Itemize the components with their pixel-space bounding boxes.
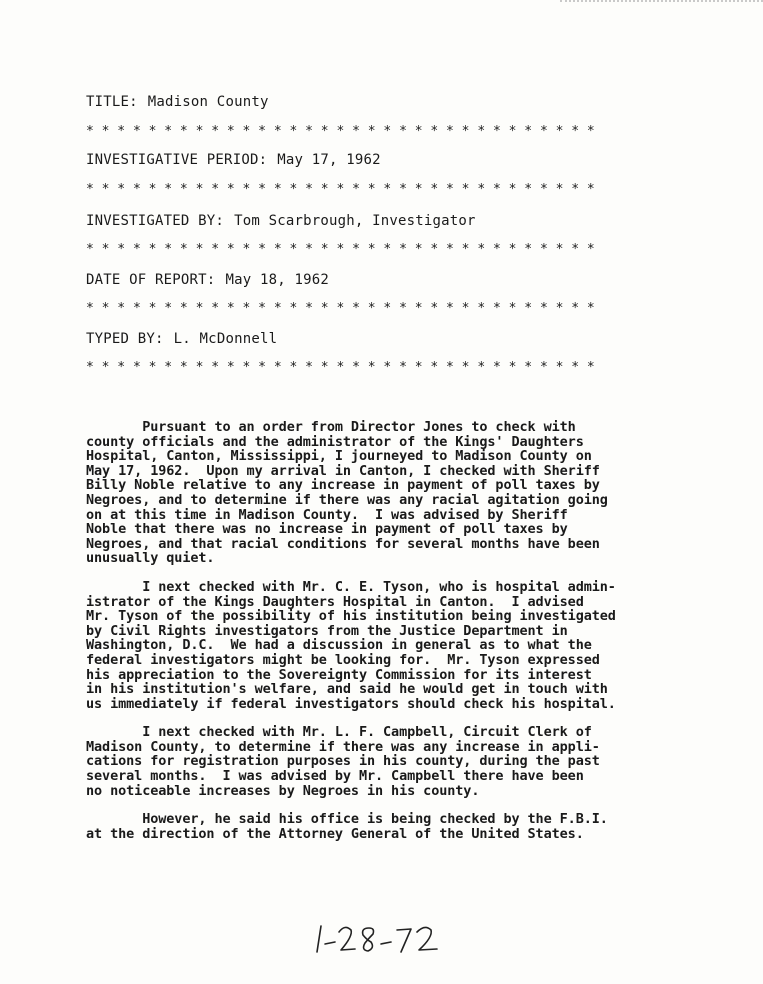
investigator-value: Tom Scarbrough, Investigator xyxy=(234,213,476,229)
separator-5: * * * * * * * * * * * * * * * * * * * * * * * * * * * * * * * * * xyxy=(86,361,595,375)
period-line xyxy=(86,152,381,168)
scan-edge-mark xyxy=(560,0,763,4)
separator-3: * * * * * * * * * * * * * * * * * * * * * * * * * * * * * * * * * xyxy=(86,243,595,257)
period-label: INVESTIGATIVE PERIOD: xyxy=(86,152,268,168)
typed-by-value: L. McDonnell xyxy=(173,331,278,347)
paragraph-fbi: However, he said his office is being checked by the F.B.I. at the direction of the Attorney General of the United States. xyxy=(86,811,608,842)
report-date-label: DATE OF REPORT: xyxy=(86,272,216,288)
report-date-line xyxy=(86,272,329,288)
typed-by-line xyxy=(86,331,277,347)
separator-1: * * * * * * * * * * * * * * * * * * * * * * * * * * * * * * * * * xyxy=(86,125,595,139)
title-line xyxy=(86,94,269,110)
paragraph-hospital: I next checked with Mr. C. E. Tyson, who is hospital admin- istrator of the Kings Daughters Hospital in Canton. I advised Mr. Tyson of the possibility of his institution being investigated by Civil Rights investigators from the Justice Department in Washington, D.C. We had a discussion in general as to what the federal investigators might be looking for. Mr. Tyson expressed his appreciation to the Sovereignty Commission for its interest in his institution's welfare, and said he would get in touch with us immediately if federal investigators should check his hospital. xyxy=(86,578,616,712)
typed-by-label: TYPED BY: xyxy=(86,331,164,347)
paragraph-sheriff: Pursuant to an order from Director Jones to check with county officials and the administrator of the Kings' Daughters Hospital, Canton, Mississippi, I journeyed to Madison County on May 17, 1962. Upon my arrival in Canton, I checked with Sheriff Billy Noble relative to any increase in payment of poll taxes by Negroes, and to determine if there was any racial agitation going on at this time in Madison County. I was advised by Sheriff Noble that there was no increase in payment of poll taxes by Negroes, and that racial conditions for several months have been unusually quiet. xyxy=(86,419,608,567)
paragraph-circuit-clerk: I next checked with Mr. L. F. Campbell, Circuit Clerk of Madison County, to determine if there was any increase in appli- cations for registration purposes in his county, during the past several months. I was advised by Mr. Campbell there have been no noticeable increases by Negroes in his county. xyxy=(86,724,600,799)
separator-4: * * * * * * * * * * * * * * * * * * * * * * * * * * * * * * * * * xyxy=(86,302,595,316)
handwritten-number xyxy=(305,918,465,958)
investigator-label: INVESTIGATED BY: xyxy=(86,213,225,229)
report-body xyxy=(86,420,686,855)
investigator-line xyxy=(86,213,476,229)
period-value: May 17, 1962 xyxy=(277,152,381,168)
separator-2: * * * * * * * * * * * * * * * * * * * * * * * * * * * * * * * * * xyxy=(86,183,595,197)
report-date-value: May 18, 1962 xyxy=(225,272,329,288)
title-label: TITLE: xyxy=(86,94,138,110)
title-value: Madison County xyxy=(147,94,269,110)
